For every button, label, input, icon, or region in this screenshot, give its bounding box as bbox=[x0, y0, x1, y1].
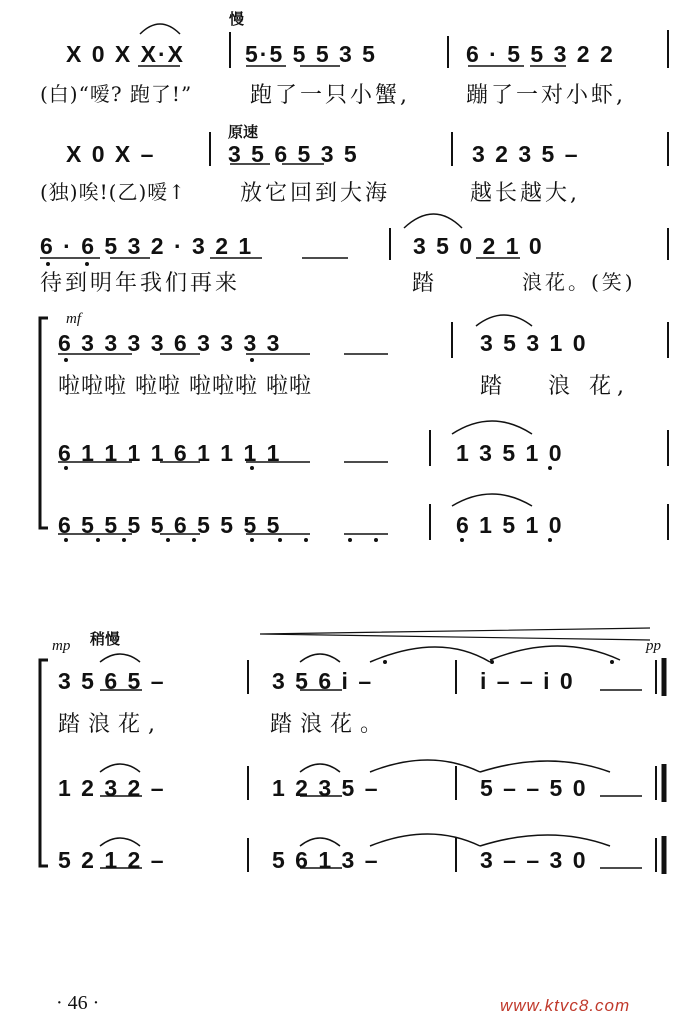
tempo-slow-marking: 慢 bbox=[229, 10, 245, 28]
notation-measure: 3 5 0 2 1 0 bbox=[413, 233, 544, 259]
notation-measure: 3 2 3 5 – bbox=[472, 141, 580, 167]
octave-dot bbox=[250, 538, 254, 542]
slur bbox=[300, 838, 340, 846]
dynamic-mp: mp bbox=[52, 638, 71, 654]
slur bbox=[100, 764, 140, 772]
lyric-line: 跑了一只小蟹, bbox=[250, 83, 410, 108]
octave-dot bbox=[64, 538, 68, 542]
lyric-line: 越长越大, bbox=[470, 181, 580, 206]
lyric-line: 踏浪花, bbox=[58, 712, 163, 737]
notation-measure: 6 · 5 5 3 2 2 bbox=[466, 41, 615, 67]
slur bbox=[480, 835, 610, 846]
lyric-line: 啦啦啦 啦啦 啦啦啦 啦啦 bbox=[58, 374, 312, 399]
slur bbox=[452, 421, 532, 434]
notation-measure: 6 5 5 5 5 6 5 5 5 5 bbox=[58, 512, 282, 538]
dynamic-pp: pp bbox=[646, 638, 661, 654]
octave-dot bbox=[548, 466, 552, 470]
octave-dot bbox=[46, 262, 50, 266]
notation-measure: 5 2 1 2 – bbox=[58, 847, 166, 873]
slur bbox=[140, 24, 180, 34]
lyric-line: 待到明年我们再来 bbox=[40, 271, 241, 296]
slur bbox=[370, 760, 480, 772]
slur bbox=[300, 764, 340, 772]
slur bbox=[370, 834, 480, 846]
lyric-line: 踏浪花。 bbox=[270, 712, 391, 737]
octave-dot bbox=[374, 538, 378, 542]
octave-dot bbox=[122, 538, 126, 542]
notation-measure: 6 1 1 1 1 6 1 1 1 1 bbox=[58, 440, 282, 466]
octave-dot bbox=[610, 660, 614, 664]
octave-dot bbox=[383, 660, 387, 664]
octave-dot bbox=[96, 538, 100, 542]
notation-measure: 6 1 5 1 0 bbox=[456, 512, 564, 538]
slur bbox=[100, 654, 140, 662]
lyric-line: 踏 bbox=[480, 374, 506, 399]
dynamic-mf: mf bbox=[66, 311, 81, 327]
notation-measure: 1 2 3 5 – bbox=[272, 775, 380, 801]
octave-dot bbox=[304, 538, 308, 542]
lyric-line: (独)唉!(乙)嗳↑ bbox=[40, 180, 187, 204]
slur bbox=[476, 315, 532, 326]
octave-dot bbox=[460, 538, 464, 542]
notation-measure: 1 3 5 1 0 bbox=[456, 440, 564, 466]
notation-measure: 3 5 3 1 0 bbox=[480, 330, 588, 356]
rhythm-notation: X 0 X X·X bbox=[66, 41, 185, 67]
octave-dot bbox=[250, 466, 254, 470]
notation-measure: 3 – – 3 0 bbox=[480, 847, 588, 873]
notation-measure: 1 2 3 2 – bbox=[58, 775, 166, 801]
slur bbox=[404, 214, 462, 228]
slur bbox=[100, 838, 140, 846]
lyric-line: 浪 花, bbox=[548, 374, 630, 399]
octave-dot bbox=[348, 538, 352, 542]
notation-measure: 6 3 3 3 3 6 3 3 3 3 bbox=[58, 330, 282, 356]
octave-dot bbox=[166, 538, 170, 542]
slur bbox=[452, 494, 532, 506]
notation-measure: 3 5 6 5 3 5 bbox=[228, 141, 359, 167]
lyric-line: 放它回到大海 bbox=[240, 181, 391, 206]
octave-dot bbox=[250, 358, 254, 362]
octave-dot bbox=[192, 538, 196, 542]
lyric-line: 蹦了一对小虾, bbox=[466, 83, 626, 108]
system-bracket bbox=[40, 318, 48, 528]
octave-dot bbox=[64, 358, 68, 362]
notation-measure: 3 5 6 5 – bbox=[58, 668, 166, 694]
notation-measure: 5 6 1 3 – bbox=[272, 847, 380, 873]
page-number: · 46 · bbox=[56, 992, 100, 1014]
notation-measure: 5 – – 5 0 bbox=[480, 775, 588, 801]
system-bracket bbox=[40, 660, 48, 866]
octave-dot bbox=[85, 262, 89, 266]
octave-dot bbox=[490, 660, 494, 664]
slur bbox=[370, 647, 490, 662]
slur bbox=[480, 761, 610, 772]
octave-dot bbox=[548, 538, 552, 542]
decrescendo-hairpin bbox=[260, 628, 650, 640]
slur bbox=[300, 654, 340, 662]
tempo-original-marking: 原速 bbox=[228, 123, 259, 141]
notation-measure: 6 · 6 5 3 2 · 3 2 1 bbox=[40, 233, 254, 259]
octave-dot bbox=[64, 466, 68, 470]
lyric-line: 浪花。(笑) bbox=[522, 270, 636, 294]
notation-measure: 3 5 6 i – bbox=[272, 668, 374, 694]
octave-dot bbox=[278, 538, 282, 542]
slur bbox=[490, 646, 620, 660]
notation-measure: 5·5 5 5 3 5 bbox=[245, 41, 377, 67]
lyric-line: (白)“嗳? 跑了!” bbox=[40, 82, 193, 106]
notation-measure: i – – i 0 bbox=[480, 668, 575, 694]
rhythm-notation: X 0 X – bbox=[66, 141, 156, 167]
watermark: www.ktvc8.com bbox=[500, 996, 631, 1015]
lyric-line: 踏 bbox=[412, 271, 438, 296]
tempo-slightly-slow-marking: 稍慢 bbox=[90, 630, 121, 648]
